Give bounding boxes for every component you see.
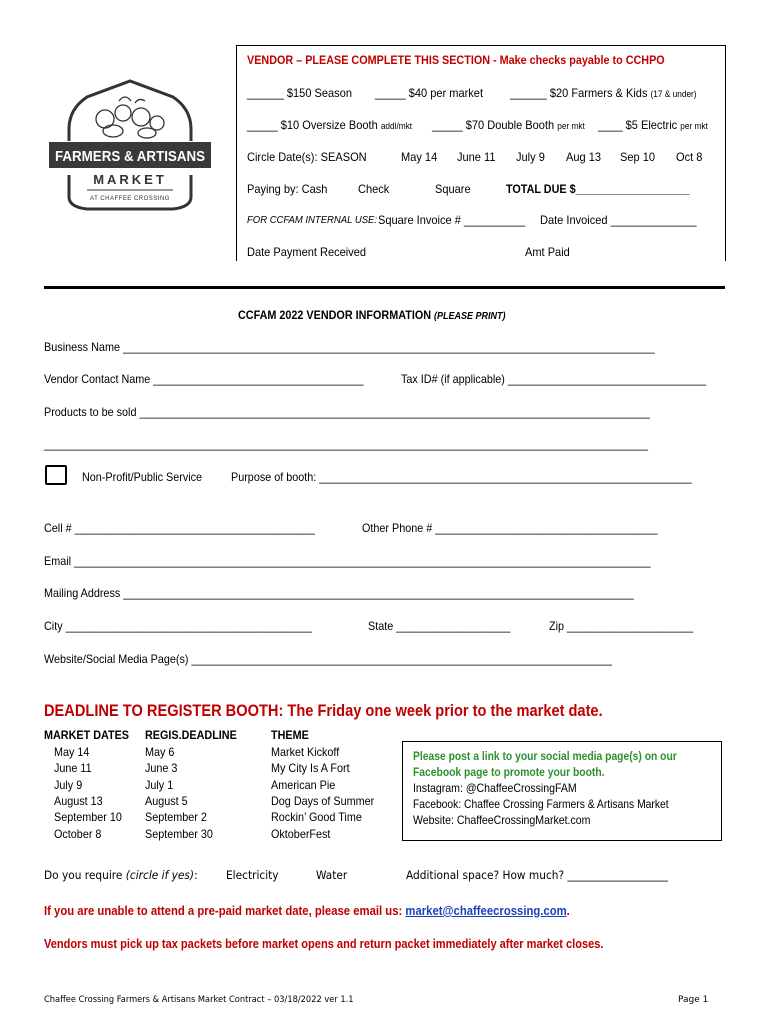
square-option[interactable]: Square <box>435 182 471 196</box>
logo-line2: MARKET <box>93 172 167 187</box>
internal-use-label: FOR CCFAM INTERNAL USE: <box>247 215 378 226</box>
non-profit-label: Non-Profit/Public Service <box>82 470 203 484</box>
schedule-market-date: July 9 <box>54 778 83 792</box>
footer-page-number: Page 1 <box>678 995 709 1005</box>
date-payment-received-field[interactable]: Date Payment Received <box>247 245 367 259</box>
require-label: Do you require (circle if yes): <box>44 868 198 882</box>
footer-left: Chaffee Crossing Farmers & Artisans Market Contract – 03/18/2022 ver 1.1 <box>44 995 354 1005</box>
products-field[interactable]: Products to be sold _____________________________________________________________________________________ <box>44 405 651 419</box>
logo-line1: FARMERS & ARTISANS <box>55 148 205 165</box>
schedule-theme: OktoberFest <box>271 827 331 841</box>
schedule-deadline: July 1 <box>145 778 174 792</box>
schedule-header-theme: THEME <box>271 728 309 742</box>
callout-website: Website: ChaffeeCrossingMarket.com <box>413 813 591 827</box>
tax-id-field[interactable]: Tax ID# (if applicable) _________________________________ <box>401 372 707 386</box>
deadline-heading: DEADLINE TO REGISTER BOOTH: The Friday one week prior to the market date. <box>44 701 603 720</box>
check-option[interactable]: Check <box>358 182 390 196</box>
zip-field[interactable]: Zip _____________________ <box>549 619 694 633</box>
schedule-deadline: September 2 <box>145 810 207 824</box>
cell-field[interactable]: Cell # ________________________________________ <box>44 521 315 535</box>
schedule-market-date: May 14 <box>54 745 90 759</box>
schedule-theme: Rockin’ Good Time <box>271 810 362 824</box>
notice-prepaid: If you are unable to attend a pre-paid market date, please email us: market@chaffeecrossing.com. <box>44 903 570 918</box>
email-link[interactable]: market@chaffeecrossing.com <box>405 903 567 918</box>
schedule-theme: Market Kickoff <box>271 745 340 759</box>
callout-instagram: Instagram: @ChaffeeCrossingFAM <box>413 781 577 795</box>
products-field-line2[interactable]: ____________________________________________________________________________________________________ <box>44 437 648 451</box>
social-media-callout <box>402 741 722 841</box>
schedule-theme: Dog Days of Summer <box>271 794 375 808</box>
date-option[interactable]: Aug 13 <box>566 150 602 164</box>
website-field[interactable]: Website/Social Media Page(s) ______________________________________________________________________ <box>44 652 612 666</box>
schedule-deadline: September 30 <box>145 827 213 841</box>
season-option[interactable]: ______ $150 Season <box>247 86 352 100</box>
schedule-deadline: May 6 <box>145 745 175 759</box>
section-divider <box>44 286 725 289</box>
date-option[interactable]: May 14 <box>401 150 438 164</box>
schedule-header-dates: MARKET DATES <box>44 728 130 742</box>
vegetables-icon <box>96 97 164 138</box>
schedule-market-date: June 11 <box>54 761 92 775</box>
schedule-deadline: August 5 <box>145 794 188 808</box>
schedule-market-date: August 13 <box>54 794 103 808</box>
oversize-option[interactable]: _____ $10 Oversize Booth addl/mkt <box>247 118 413 132</box>
schedule-header-deadline: REGIS.DEADLINE <box>145 728 237 742</box>
date-option[interactable]: July 9 <box>516 150 545 164</box>
city-field[interactable]: City _________________________________________ <box>44 619 312 633</box>
additional-space-field[interactable]: Additional space? How much? ___________________ <box>406 868 668 882</box>
per-market-option[interactable]: _____ $40 per market <box>375 86 484 100</box>
non-profit-checkbox[interactable] <box>45 465 67 485</box>
date-option[interactable]: Sep 10 <box>620 150 656 164</box>
purpose-field[interactable]: Purpose of booth: ______________________________________________________________ <box>231 470 692 484</box>
date-invoiced-field[interactable]: Date Invoiced ______________ <box>540 213 697 227</box>
water-option[interactable]: Water <box>316 868 348 882</box>
schedule-deadline: June 3 <box>145 761 178 775</box>
electric-option[interactable]: ____ $5 Electric per mkt <box>598 118 708 132</box>
schedule-market-date: September 10 <box>54 810 122 824</box>
total-due-field[interactable]: TOTAL DUE $___________________ <box>506 182 690 196</box>
vendor-heading: VENDOR – PLEASE COMPLETE THIS SECTION - Make checks payable to CCHPO <box>247 53 665 67</box>
info-title: CCFAM 2022 VENDOR INFORMATION (PLEASE PRINT) <box>238 308 506 322</box>
notice-tax-packets: Vendors must pick up tax packets before market opens and return packet immediately after market closes. <box>44 936 604 951</box>
callout-facebook: Facebook: Chaffee Crossing Farmers & Artisans Market <box>413 797 669 811</box>
schedule-market-date: October 8 <box>54 827 102 841</box>
mailing-address-field[interactable]: Mailing Address _____________________________________________________________________________________ <box>44 586 634 600</box>
circle-dates-label: Circle Date(s): SEASON <box>247 150 367 164</box>
paying-by-label[interactable]: Paying by: Cash <box>247 182 328 196</box>
contact-name-field[interactable]: Vendor Contact Name ___________________________________ <box>44 372 364 386</box>
other-phone-field[interactable]: Other Phone # _____________________________________ <box>362 521 658 535</box>
amt-paid-field[interactable]: Amt Paid <box>525 245 570 259</box>
electricity-option[interactable]: Electricity <box>226 868 279 882</box>
square-invoice-field[interactable]: Square Invoice # __________ <box>378 213 526 227</box>
market-logo <box>47 79 213 213</box>
state-field[interactable]: State ___________________ <box>368 619 511 633</box>
business-name-field[interactable]: Business Name ________________________________________________________________________________________ <box>44 340 655 354</box>
kids-option[interactable]: ______ $20 Farmers & Kids (17 & under) <box>510 86 697 100</box>
date-option[interactable]: Oct 8 <box>676 150 703 164</box>
date-option[interactable]: June 11 <box>457 150 496 164</box>
callout-line1: Please post a link to your social media page(s) on our <box>413 749 677 763</box>
logo-line3: AT CHAFFEE CROSSING <box>90 196 170 202</box>
callout-line2: Facebook page to promote your booth. <box>413 765 605 779</box>
schedule-theme: My City Is A Fort <box>271 761 350 775</box>
schedule-theme: American Pie <box>271 778 336 792</box>
email-field[interactable]: Email ________________________________________________________________________________________________ <box>44 554 651 568</box>
double-booth-option[interactable]: _____ $70 Double Booth per mkt <box>432 118 585 132</box>
